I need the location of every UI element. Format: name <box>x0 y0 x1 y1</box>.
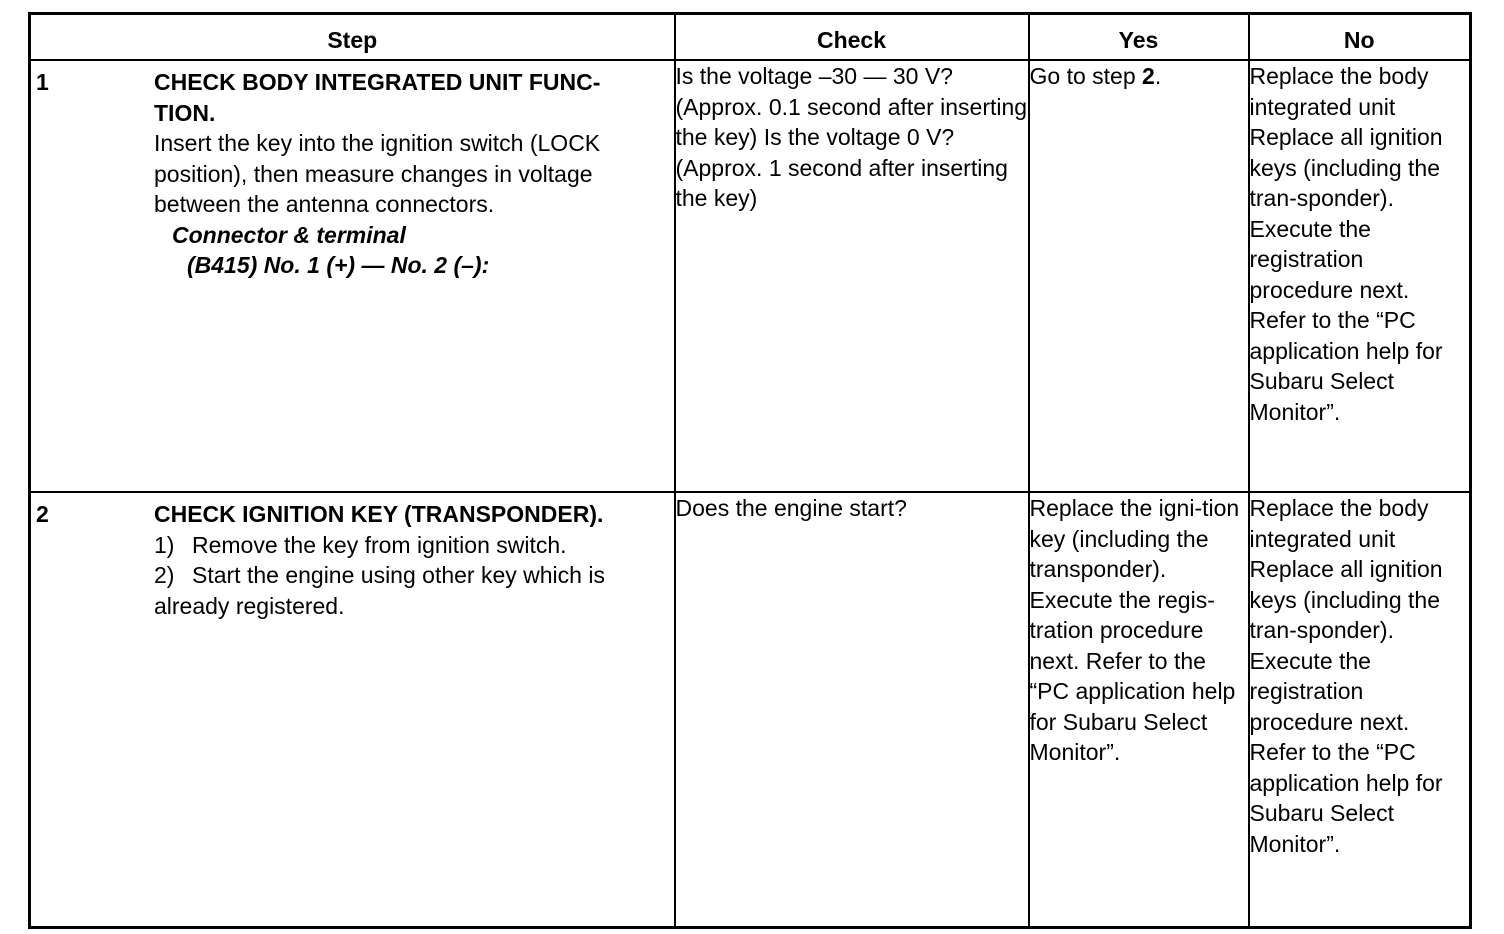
no-cell: Replace the body integrated unit Replace all ignition keys (including the tran-sponder). Execute the registration procedure next. Refer to the “PC application help for Subaru Select Monitor”. <box>1249 60 1471 492</box>
header-no: No <box>1249 14 1471 61</box>
step-title-line1: CHECK BODY INTEGRATED UNIT FUNC- <box>154 69 601 95</box>
connector-label: Connector & terminal <box>172 221 406 248</box>
step-title <box>154 67 664 128</box>
check-cell: Does the engine start? <box>675 492 1029 928</box>
substep-number: 1) <box>154 531 175 558</box>
yes-cell <box>1029 60 1249 492</box>
step-cell <box>30 60 675 492</box>
header-row <box>30 14 1471 61</box>
step-number: 1 <box>36 69 49 95</box>
substep-1 <box>154 530 664 561</box>
yes-prefix: Go to step <box>1029 63 1143 89</box>
yes-cell: Replace the igni-tion key (including the transponder). Execute the regis-tration procedure next. Refer to the “PC application help for Subaru Select Monitor”. <box>1029 492 1249 928</box>
yes-suffix: . <box>1154 63 1162 89</box>
diagnostic-table <box>28 12 1472 929</box>
table-row <box>30 60 1471 492</box>
step-description: Insert the key into the ignition switch (LOCK position), then measure changes in voltage between the antenna connectors. <box>154 130 601 217</box>
step-title: CHECK IGNITION KEY (TRANSPONDER). <box>154 501 604 527</box>
step-cell <box>30 492 675 928</box>
substep-number: 2) <box>154 562 175 588</box>
step-title-line2: TION. <box>154 99 216 126</box>
substep-text: Remove the key from ignition switch. <box>192 531 567 558</box>
header-yes: Yes <box>1029 14 1249 61</box>
substep-2 <box>154 560 664 621</box>
header-check: Check <box>675 14 1029 61</box>
no-cell: Replace the body integrated unit Replace all ignition keys (including the tran-sponder). Execute the registration procedure next. Refer to the “PC application help for Subaru Select Monitor”. <box>1249 492 1471 928</box>
table-row <box>30 492 1471 928</box>
header-step: Step <box>30 14 675 61</box>
step-number: 2 <box>36 501 49 527</box>
yes-step-link: 2 <box>1142 63 1155 89</box>
step-body <box>154 61 674 281</box>
check-cell: Is the voltage –30 — 30 V? (Approx. 0.1 second after inserting the key) Is the voltage 0 V? (Approx. 1 second after inserting the key) <box>675 60 1029 492</box>
step-body <box>154 493 674 621</box>
substep-text: Start the engine using other key which is already registered. <box>154 562 605 619</box>
connector-value: (B415) No. 1 (+) — No. 2 (–): <box>187 252 490 278</box>
